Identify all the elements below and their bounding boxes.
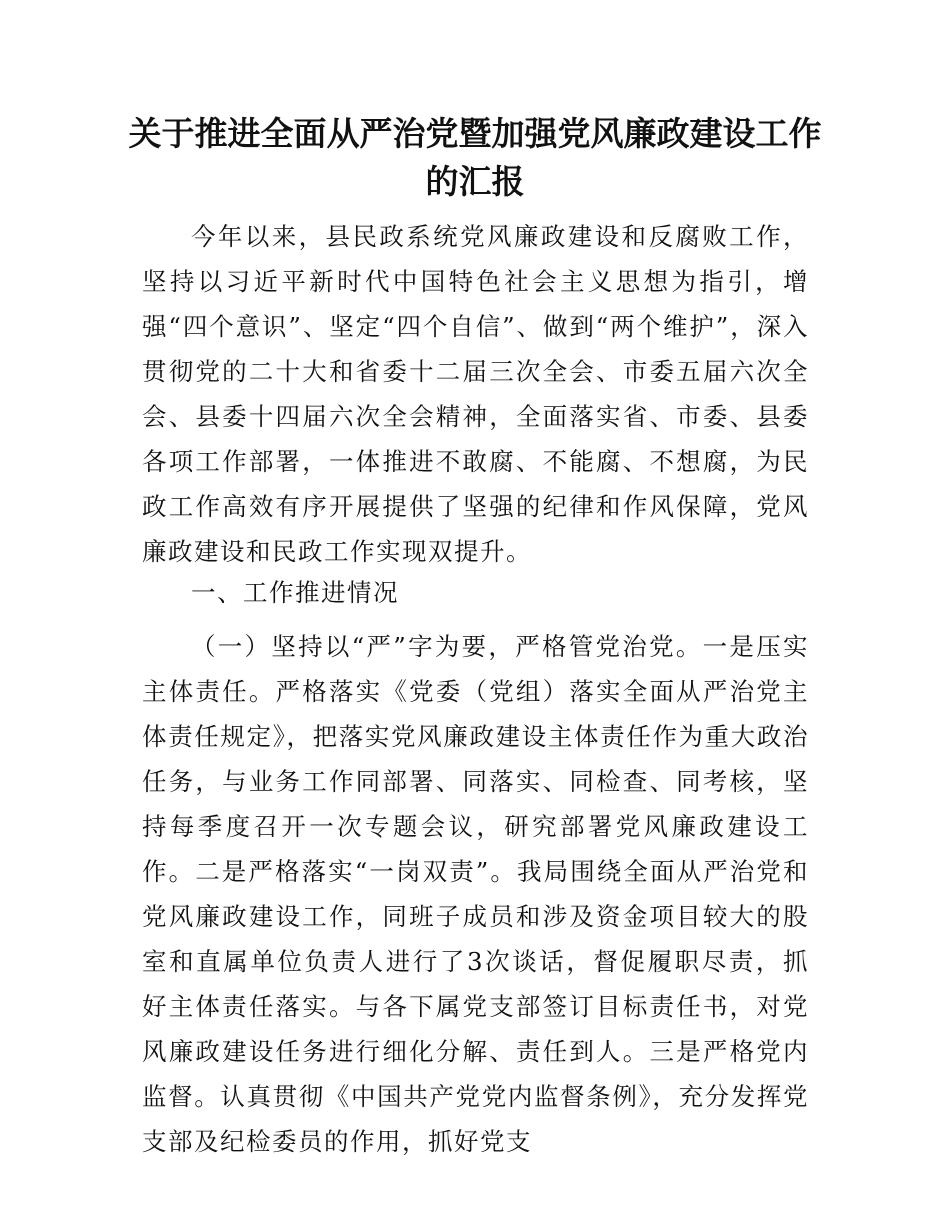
section-one-paragraph: （一）坚持以“严”字为要，严格管党治党。一是压实主体责任。严格落实《党委（党组）落实全面从严治党主体责任规定》，把落实党风廉政建设主体责任作为重大政治任务，与业务工作同部署、同落实、同检查、同考核，坚持每季度召开一次专题会议，研究部署党风廉政建设工作。二是严格落实“一岗双责”。我局围绕全面从严治党和党风廉政建设工作，同班子成员和涉及资金项目较大的股室和直属单位负责人进行了3次谈话，督促履职尽责，抓好主体责任落实。与各下属党支部签订目标责任书，对党风廉政建设任务进行细化分解、责任到人。三是严格党内监督。认真贯彻《中国共产党党内监督条例》，充分发挥党支部及纪检委员的作用，抓好党支: [142, 632, 809, 1156]
document-title: 关于推进全面从严治党暨加强党风廉政建设工作的汇报: [128, 114, 822, 201]
section-heading: 一、工作推进情况: [191, 578, 399, 607]
intro-paragraph: 今年以来，县民政系统党风廉政建设和反腐败工作，坚持以习近平新时代中国特色社会主义思想为指引，增强“四个意识”、坚定“四个自信”、做到“两个维护”，深入贯彻党的二十大和省委十二届三次全会、市委五届六次全会、县委十四届六次全会精神，全面落实省、市委、县委各项工作部署，一体推进不敢腐、不能腐、不想腐，为民政工作高效有序开展提供了坚强的纪律和作风保障，党风廉政建设和民政工作实现双提升。: [142, 222, 809, 566]
